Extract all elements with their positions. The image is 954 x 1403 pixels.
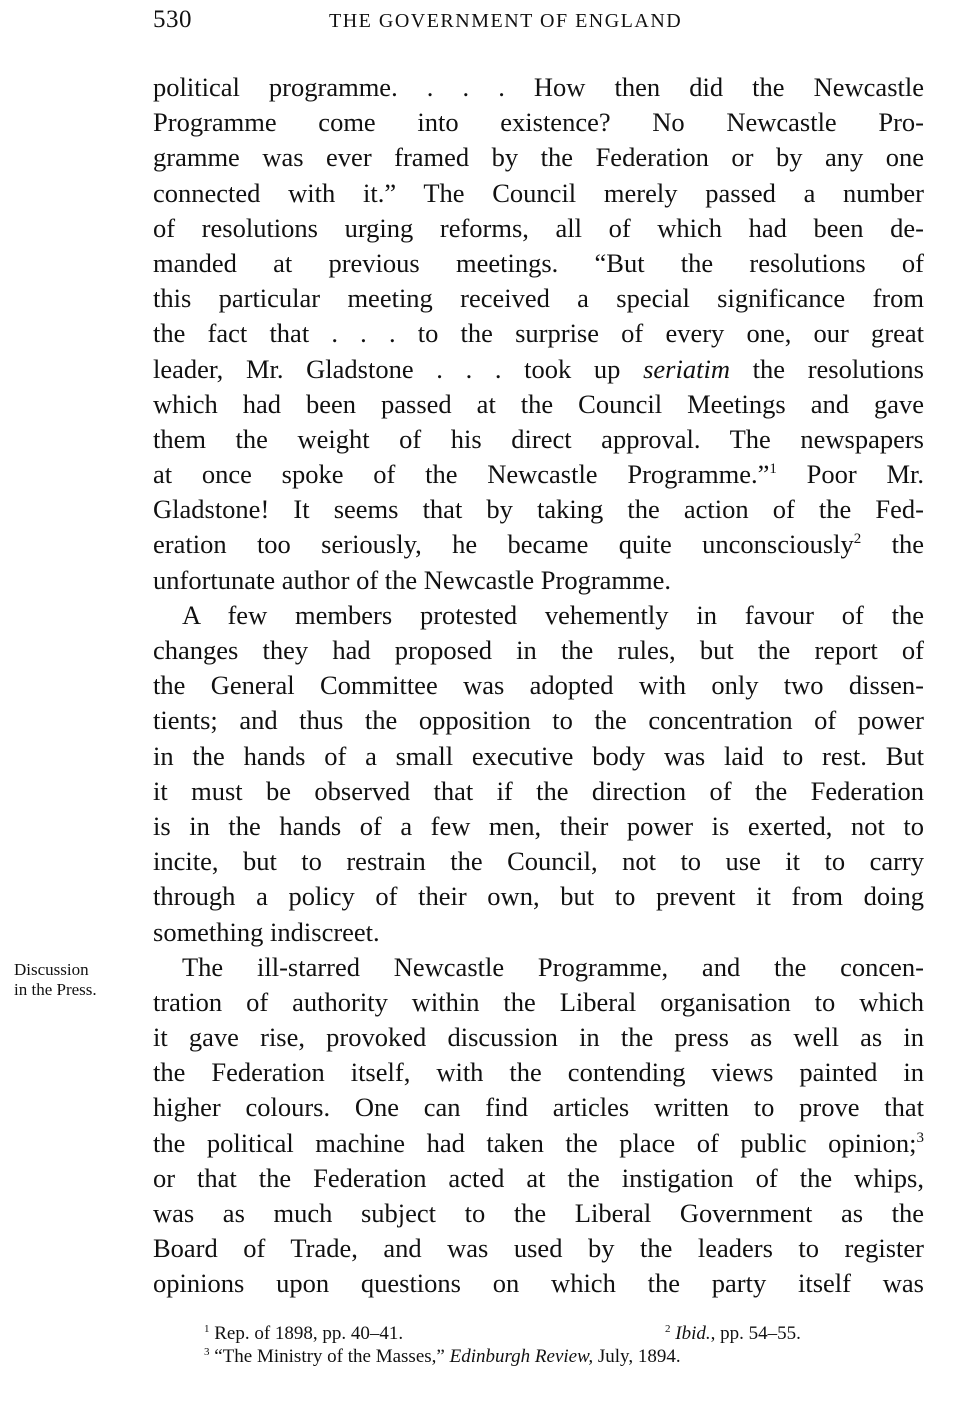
line-text: them the weight of his direct approval. The newspapers [153,423,924,454]
footnote-mark: 2 [665,1323,671,1335]
line-text: it must be observed that if the direction of the Federation [153,775,924,806]
line-text: is in the hands of a few men, their power is exerted, not to [153,810,924,841]
footnote-reference: 3 [916,1129,924,1146]
footnote-row [153,1345,924,1368]
running-title: THE GOVERNMENT OF ENGLAND [329,10,683,32]
text-line [153,422,924,457]
page-number: 530 [153,6,192,33]
line-text: through a policy of their own, but to prevent it from doing [153,881,924,912]
text-line [153,140,924,175]
footnote-1 [204,1322,403,1345]
line-text: was as much subject to the Liberal Government as the [153,1198,924,1228]
line-text: leader, Mr. Gladstone . . . took up [153,353,644,384]
line-text: it gave rise, provoked discussion in the press as well as in [153,1022,924,1053]
line-text: manded at previous meetings. “But the resolutions of [153,247,924,278]
footnote-text: Rep. of 1898, pp. 40–41. [209,1323,404,1344]
line-text: Board of Trade, and was used by the leaders to register [153,1233,924,1264]
footnote-reference: 2 [853,531,862,548]
text-line [153,492,924,527]
line-text: tration of authority within the Liberal organisation to which [153,986,924,1017]
line-text: the resolutions [729,353,924,384]
text-line [153,70,924,105]
text-line [153,844,924,879]
line-text: Programme come into existence? No Newcastle Pro- [153,107,924,138]
text-line [153,1161,924,1196]
line-text: or that the Federation acted at the instigation of the whips, [153,1162,924,1193]
footnote-3 [204,1345,681,1368]
footnote-text: , pp. 54–55. [710,1323,801,1344]
line-text: higher colours. One can find articles written to prove that [153,1092,924,1123]
footnote-text: July, 1894. [593,1346,681,1367]
text-line [153,774,924,809]
line-text: the political machine had taken the place of public opinion; [153,1127,917,1158]
line-text: the [861,529,925,560]
line-text: in the hands of a small executive body was laid to rest. But [153,740,924,771]
text-line [153,387,924,422]
text-line [153,1126,924,1161]
text-line [153,1196,924,1231]
text-line [153,1090,924,1125]
text-line [153,352,924,387]
text-line [153,879,924,914]
text-line [153,985,924,1020]
footnote-mark: 3 [204,1346,210,1358]
line-text: opinions upon questions on which the party itself was [153,1268,924,1299]
line-text: the General Committee was adopted with only two dissen- [153,670,924,701]
footnote-italic: Edinburgh Review, [449,1346,594,1367]
text-line [153,105,924,140]
footnote-2 [665,1322,801,1345]
footnote-text: “The Ministry of the Masses,” [214,1346,450,1367]
body-text [153,70,924,1302]
line-text: gramme was ever framed by the Federation or by any one [153,142,924,173]
text-line [153,563,924,598]
text-line [153,457,924,492]
italic-term: seriatim [643,353,730,384]
line-text: Gladstone! It seems that by taking the action of the Fed- [153,494,924,525]
line-text: incite, but to restrain the Council, not to use it to carry [153,846,924,877]
footnote-mark: 1 [204,1323,210,1335]
line-text: this particular meeting received a special significance from [153,283,924,314]
text-line [153,176,924,211]
text-line [153,950,924,985]
line-text: connected with it.” The Council merely passed a number [153,177,924,208]
line-text: of resolutions urging reforms, all of which had been de- [153,212,924,243]
text-line [153,668,924,703]
text-line [153,1231,924,1266]
text-line [153,739,924,774]
text-line [153,598,924,633]
text-line [153,1020,924,1055]
line-text: changes they had proposed in the rules, but the report of [153,635,924,665]
line-text: The ill-starred Newcastle Programme, and the concen- [182,951,924,982]
line-text: something indiscreet. [153,916,380,947]
text-line [153,1266,924,1301]
footnote-italic: Ibid. [675,1323,711,1344]
text-line [153,281,924,316]
margin-note-line: in the Press. [14,980,97,999]
line-text: tients; and thus the opposition to the concentration of power [153,705,924,736]
text-line [153,246,924,281]
line-text: the Federation itself, with the contending views painted in [153,1057,924,1088]
text-line [153,915,924,950]
line-text: unfortunate author of the Newcastle Programme. [153,564,672,595]
margin-note [14,960,97,1000]
line-text: A few members protested vehemently in favour of the [182,599,924,630]
text-line [153,703,924,738]
line-text: which had been passed at the Council Meetings and gave [153,388,924,419]
line-text: eration too seriously, he became quite unconsciously [153,529,854,560]
text-line [153,809,924,844]
text-line [153,1055,924,1090]
text-line [153,316,924,351]
line-text: at once spoke of the Newcastle Programme.” [153,459,770,490]
margin-note-line: Discussion [14,960,89,979]
footnotes [153,1322,924,1368]
line-text: Poor Mr. [776,459,924,490]
text-line [153,633,924,668]
line-text: the fact that . . . to the surprise of every one, our great [153,318,924,349]
footnote-reference: 1 [769,461,777,478]
line-text: political programme. . . . How then did the Newcastle [153,72,924,102]
footnote-row [153,1322,924,1345]
text-line [153,211,924,246]
text-line [153,527,924,562]
page-header [153,6,755,36]
